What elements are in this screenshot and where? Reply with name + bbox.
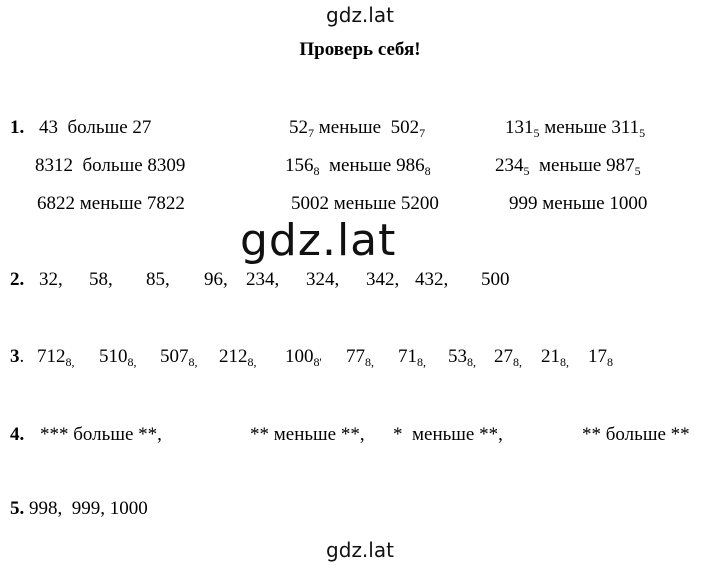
task3-value: $100_{8'}$ (285, 346, 322, 369)
task3-value: $27_{8,}$ (494, 346, 522, 369)
task3-value: $212_{8,}$ (219, 346, 257, 369)
task1-r0-c2: $131_5$ меньше $311_5$ (505, 117, 646, 140)
task2-value: 324, (306, 269, 340, 290)
task1-number: 1. (10, 117, 25, 138)
task3-value: $53_{8,}$ (448, 346, 476, 369)
task3-value: $712_{8,}$ (37, 346, 75, 369)
task1-r2-c1: 5002 меньше 5200 (291, 193, 439, 214)
task2-value: 234, (246, 269, 280, 290)
task2-number: 2. (10, 269, 25, 290)
task1-r1-c1: $156_8$ меньше $986_8$ (285, 155, 431, 178)
watermark-bottom: gdz.lat (326, 538, 394, 562)
task2-value: 342, (366, 269, 400, 290)
task1-r1-c2: $234_5$ меньше $987_5$ (495, 155, 641, 178)
task3-value: $17_8$ (588, 346, 613, 369)
task1-r0-c1: $52_7$ меньше $502_7$ (289, 117, 426, 140)
task4-item: ** меньше **, (250, 424, 365, 445)
task3-value: $71_{8,}$ (398, 346, 426, 369)
watermark-top: gdz.lat (326, 3, 394, 27)
task5-line: 5. 998, 999, 1000 (10, 498, 148, 519)
task2-value: 500 (481, 269, 510, 290)
task2-value: 96, (204, 269, 228, 290)
task4-item: *** больше **, (40, 424, 162, 445)
task2-value: 58, (89, 269, 113, 290)
task4-item: * меньше **, (393, 424, 503, 445)
task4-item: ** больше ** (582, 424, 690, 445)
task3-value: $507_{8,}$ (160, 346, 198, 369)
task3-value: $510_{8,}$ (99, 346, 137, 369)
task1-r1-c0: 8312 больше 8309 (35, 155, 186, 176)
watermark-middle: gdz.lat (240, 215, 397, 266)
task3-number: 3. (10, 346, 25, 367)
task2-value: 32, (39, 269, 63, 290)
task2-value: 85, (146, 269, 170, 290)
task1-r2-c0: 6822 меньше 7822 (37, 193, 185, 214)
page-title: Проверь себя! (299, 39, 421, 60)
task1-r0-c0: 43 больше 27 (39, 117, 152, 138)
task2-value: 432, (415, 269, 449, 290)
task4-number: 4. (10, 424, 25, 445)
task3-value: $21_{8,}$ (541, 346, 569, 369)
task3-value: $77_{8,}$ (346, 346, 374, 369)
task1-r2-c2: 999 меньше 1000 (509, 193, 648, 214)
